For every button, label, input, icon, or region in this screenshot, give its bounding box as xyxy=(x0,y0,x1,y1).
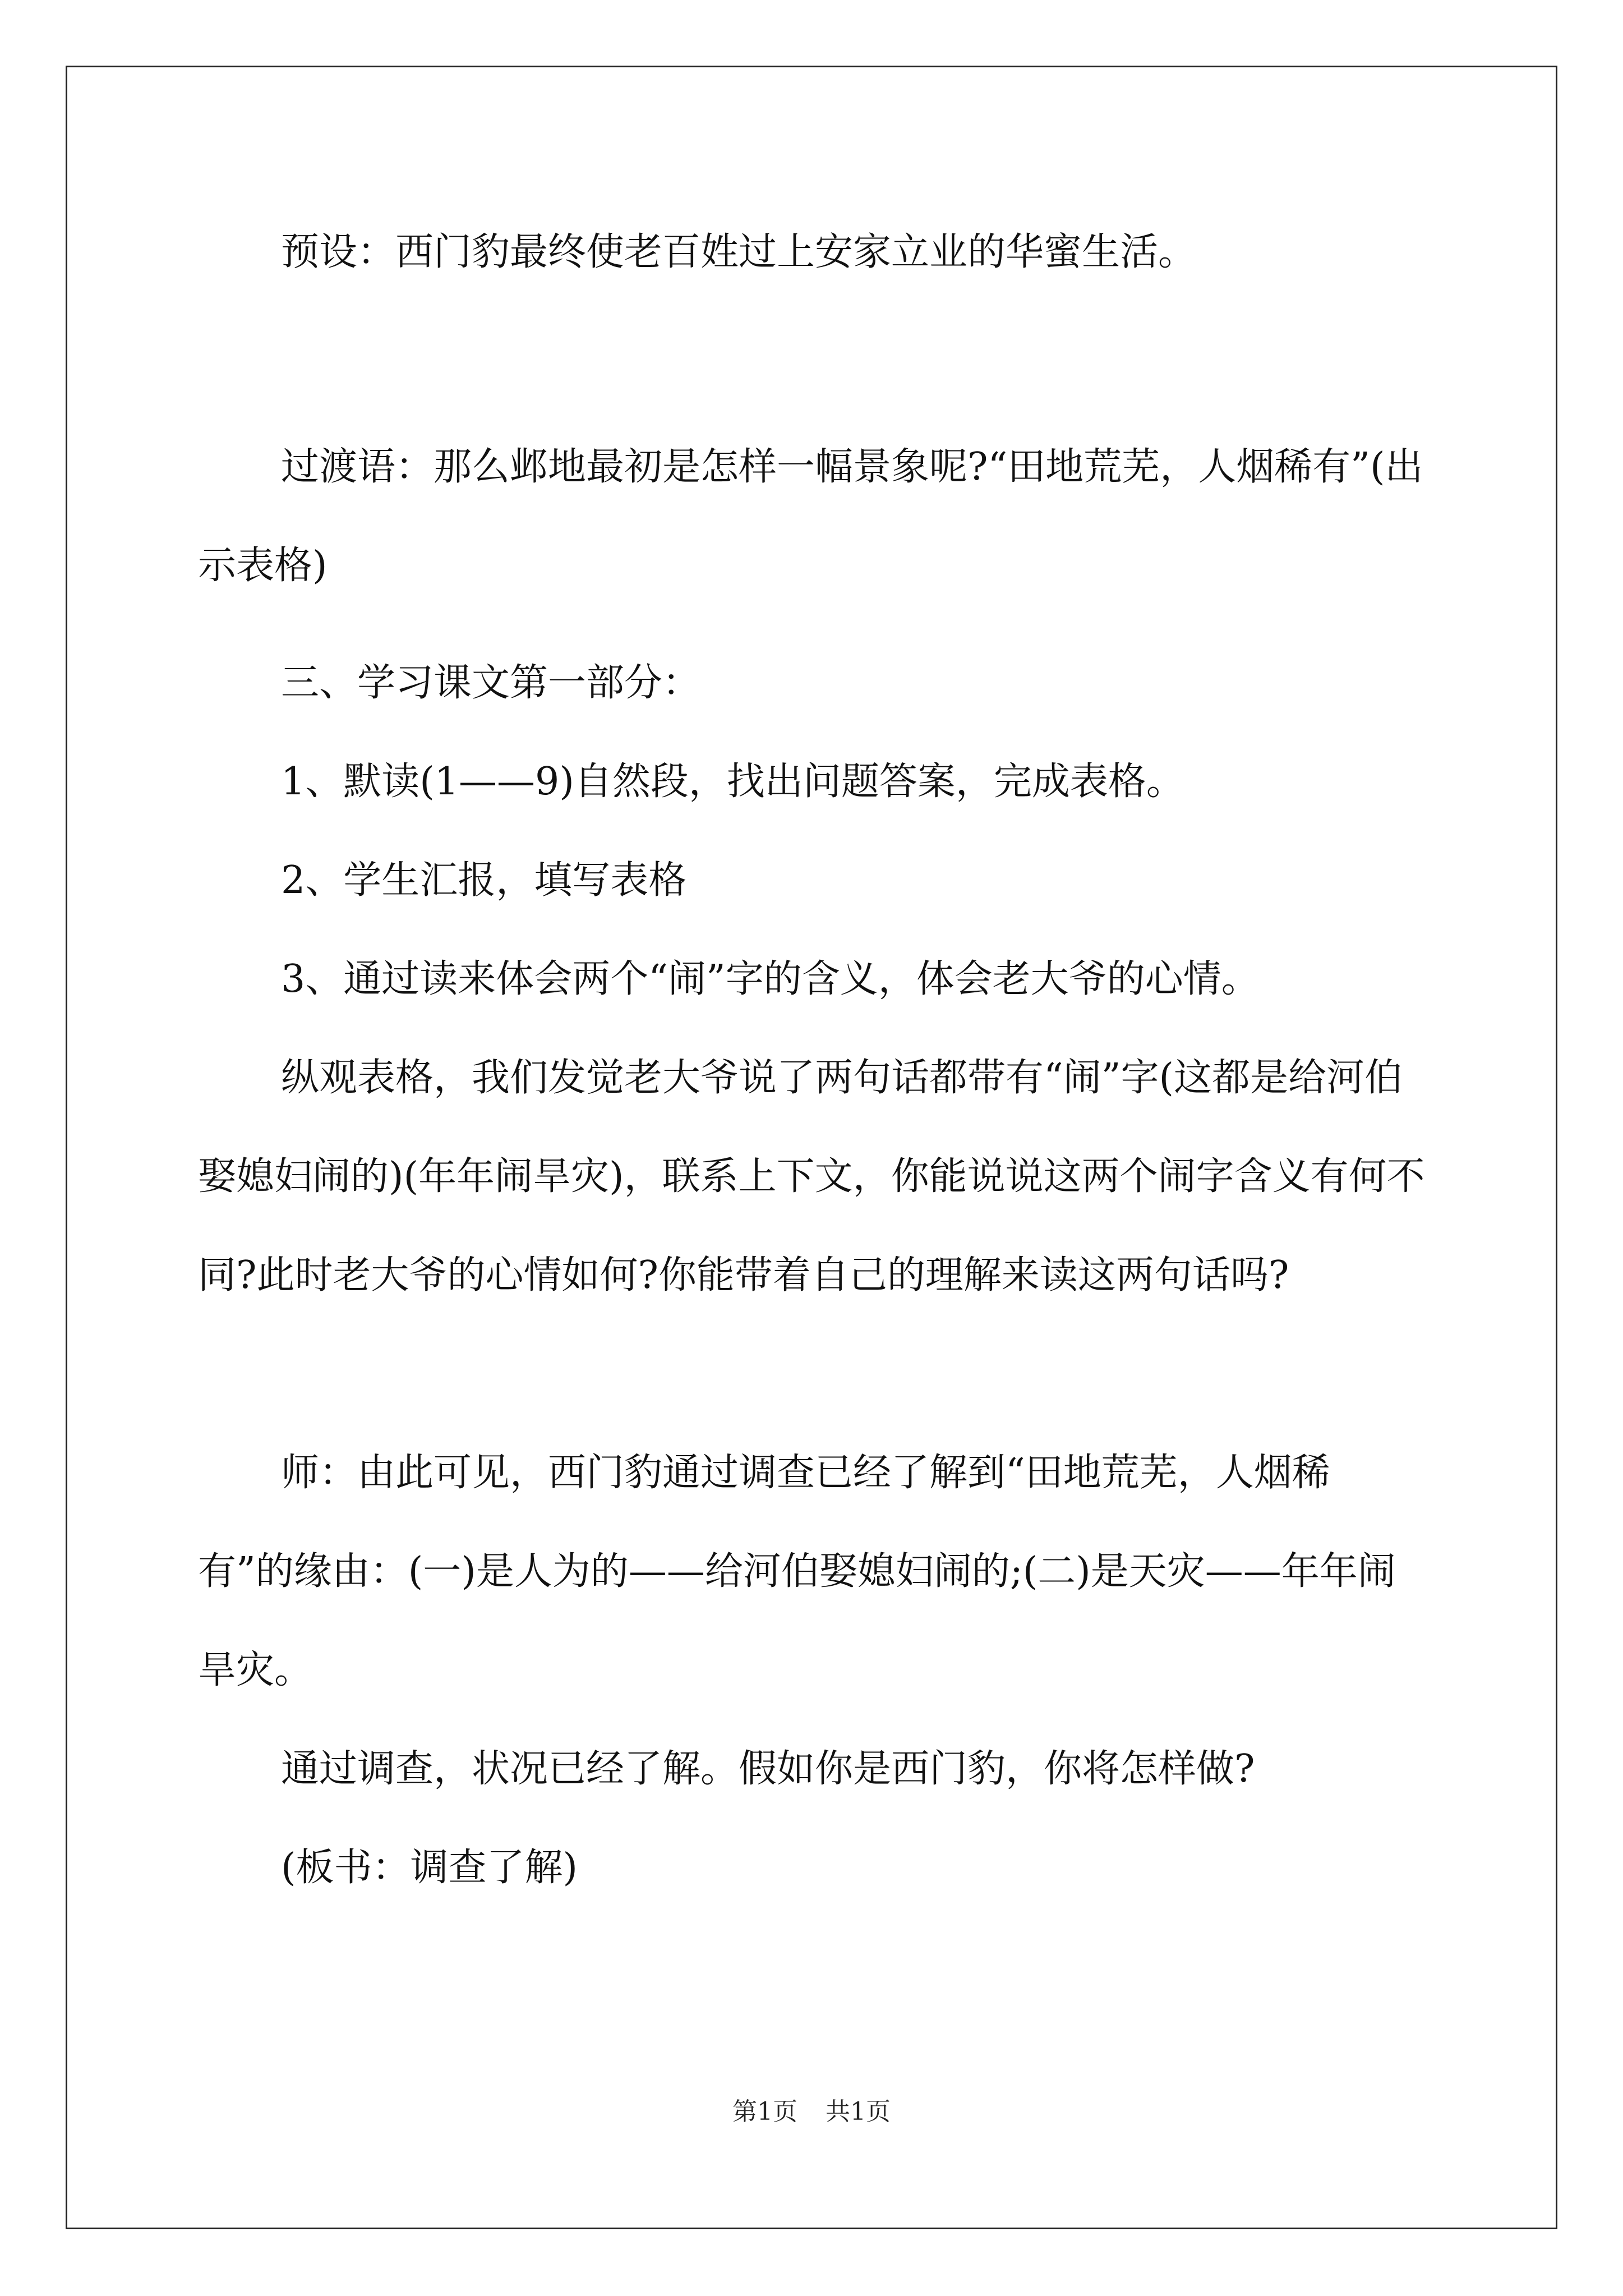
paragraph-preset: 预设：西门豹最终使老百姓过上安家立业的华蜜生活。 xyxy=(281,230,1197,274)
step-1: 1、默读(1——9)自然段，找出问题答案，完成表格。 xyxy=(281,760,1184,804)
paragraph-teacher: 师：由此可见，西门豹通过调查已经了解到“田地荒芜，人烟稀有”的缘由：(一)是人为的——给河伯娶媳妇闹的;(二)是天灾——年年闹旱灾。 xyxy=(198,1451,1396,1692)
board-note: (板书：调查了解) xyxy=(281,1846,578,1890)
page-number: 第1页 xyxy=(732,2097,797,2126)
paragraph-transition: 过渡语：那么邺地最初是怎样一幅景象呢?“田地荒芜，人烟稀有”(出示表格) xyxy=(198,445,1423,588)
step-3: 3、通过读来体会两个“闹”字的含义，体会老大爷的心情。 xyxy=(281,957,1260,1001)
page-footer xyxy=(0,2095,1623,2129)
step-2: 2、学生汇报，填写表格 xyxy=(281,858,687,903)
section-heading: 三、学习课文第一部分： xyxy=(281,661,701,705)
page-total: 共1页 xyxy=(826,2097,891,2126)
paragraph-question: 通过调查，状况已经了解。假如你是西门豹，你将怎样做? xyxy=(281,1747,1255,1791)
paragraph-table-review: 纵观表格，我们发觉老大爷说了两句话都带有“闹”字(这都是给河伯娶媳妇闹的)(年年闹旱灾)，联系上下文，你能说说这两个闹字含义有何不同?此时老大爷的心情如何?你能带着自己的理解来读这两句话吗? xyxy=(198,1056,1425,1297)
